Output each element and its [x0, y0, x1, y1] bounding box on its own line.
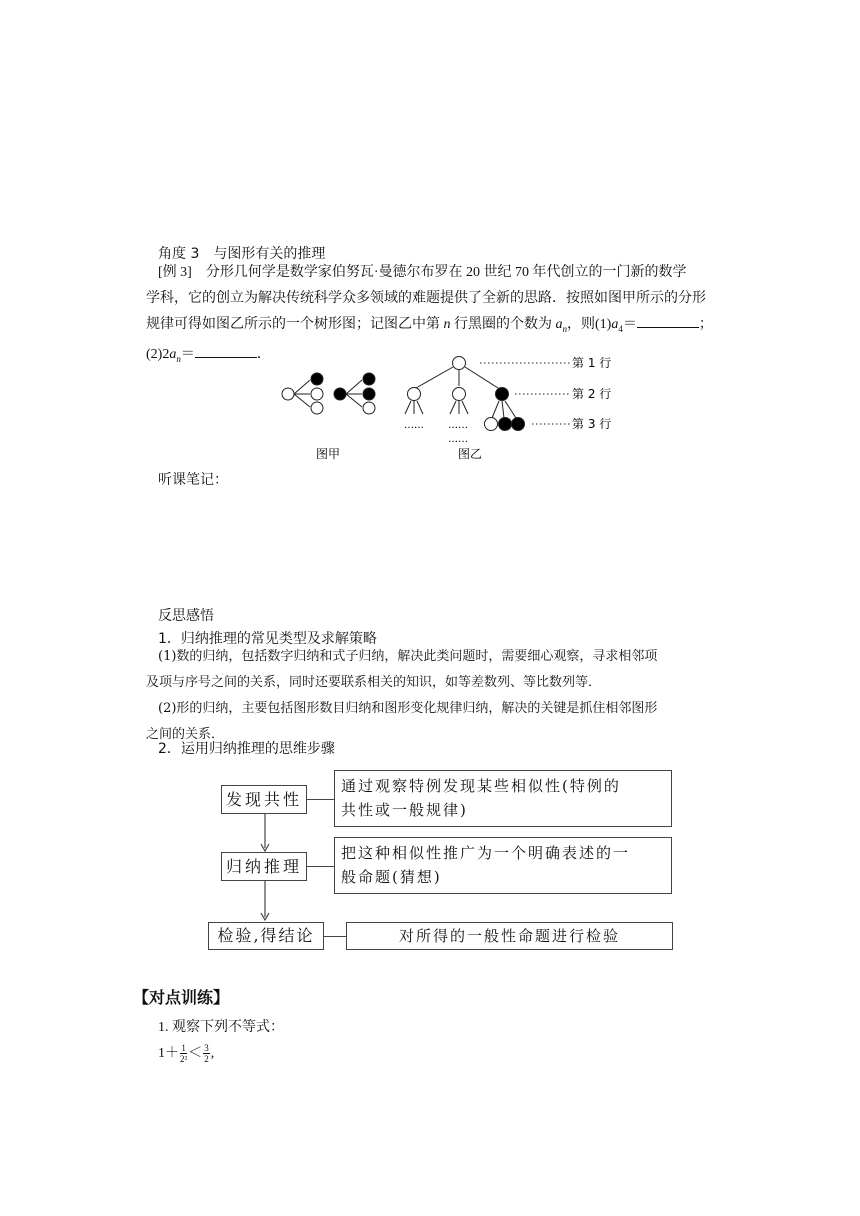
- flow-connector-2: [307, 866, 334, 867]
- fraction-1: $\frac{1}{\text{2²}}$: [180, 1043, 188, 1065]
- flow-desc-1-line2: 共性或一般规律): [341, 801, 468, 819]
- answer-blank-2: [195, 343, 257, 358]
- figure-circle-white: [408, 388, 421, 401]
- flow-desc-2-line1: 把这种相似性推广为一个明确表述的一: [341, 844, 631, 862]
- example-line-1: [例 3] 分形几何学是数学家伯努瓦·曼德尔布罗在 20 世纪 70 年代创立的一门新的数学: [158, 265, 687, 280]
- flow-arrow-2: [258, 881, 272, 921]
- figure-circle-black: [512, 418, 525, 431]
- row-label-1: 第 1 行: [572, 356, 612, 370]
- reflection-p2-line2: 之间的关系．: [146, 727, 225, 742]
- row-label-2: 第 2 行: [572, 387, 612, 401]
- answer-blank-1: [637, 313, 699, 328]
- example-line-4: $(2)2a_n=$ ．: [146, 342, 758, 372]
- row-label-3: 第 3 行: [572, 417, 612, 431]
- dots-mid: ……: [448, 420, 468, 431]
- flow-step-3: 检验,得结论: [208, 922, 324, 950]
- reflection-paragraphs: [146, 644, 758, 748]
- figure-circle-white: [311, 402, 323, 414]
- figure-circle-white: [453, 388, 466, 401]
- figure-circle-black: [334, 388, 346, 400]
- figure-circle-white: [282, 388, 294, 400]
- reflection-p1-line1: (1)数的归纳，包括数字归纳和式子归纳，解决此类问题时，需要细心观察，寻求相邻项: [158, 649, 658, 664]
- flow-desc-3: 对所得的一般性命题进行检验: [346, 922, 673, 950]
- figure-circle-white: [453, 357, 466, 370]
- flow-step-2: 归纳推理: [221, 852, 307, 881]
- inequality-line: 1＋ $\frac{1}{\text{2²}}$ ＜ $\frac{3}{2}$ ,: [158, 1043, 215, 1065]
- flow-step-1: 发现共性: [221, 785, 307, 814]
- reflection-p1-line2: 及项与序号之间的关系，同时还要联系相关的知识，如等差数列、等比数列等．: [146, 675, 602, 690]
- training-q1: 1. 观察下列不等式：: [158, 1020, 284, 1035]
- notes-label: 听课笔记：: [158, 472, 228, 488]
- fraction-2: $\frac{3}{2}$: [204, 1043, 209, 1065]
- figure-circle-black: [363, 373, 375, 385]
- training-header: 【对点训练】: [133, 988, 230, 1007]
- flow-desc-2: [334, 837, 672, 894]
- flow-arrow-1: [258, 814, 272, 852]
- flow-desc-1-line1: 通过观察特例发现某些相似性(特例的: [341, 777, 621, 795]
- fractal-figure: [270, 350, 620, 465]
- reflection-item-1-title: 1．归纳推理的常见类型及求解策略: [158, 631, 377, 647]
- section-heading: 角度 3 与图形有关的推理: [158, 246, 326, 262]
- dots-left: ……: [404, 420, 424, 431]
- dots-mid-2: ……: [448, 434, 468, 445]
- reflection-item-2-title: 2．运用归纳推理的思维步骤: [158, 741, 335, 757]
- figure-label-yi: 图乙: [458, 447, 483, 461]
- example-line-3: 规律可得如图乙所示的一个树形图；记图乙中第 n 行黑圈的个数为 $a_n$，则$(1)a_4=$ ；: [146, 312, 758, 342]
- flow-connector-3: [324, 936, 346, 937]
- figure-circle-white: [485, 418, 498, 431]
- figure-circle-black: [496, 388, 509, 401]
- figure-circle-black: [499, 418, 512, 431]
- flow-connector-1: [307, 799, 334, 800]
- example-line-2: 学科，它的创立为解决传统科学众多领域的难题提供了全新的思路．按照如图甲所示的分形: [146, 291, 706, 306]
- flow-desc-1: [334, 770, 672, 827]
- figure-label-jia: 图甲: [316, 447, 341, 461]
- example-tag: [例 3]: [158, 265, 192, 280]
- reflection-p2-line1: (2)形的归纳，主要包括图形数目归纳和图形变化规律归纳，解决的关键是抓住相邻图形: [158, 701, 658, 716]
- figure-circle-white: [311, 388, 323, 400]
- flow-desc-2-line2: 般命题(猜想): [341, 868, 442, 886]
- figure-circle-black: [363, 388, 375, 400]
- figure-circle-white: [363, 402, 375, 414]
- reflection-title: 反思感悟: [158, 608, 214, 624]
- figure-circle-black: [311, 373, 323, 385]
